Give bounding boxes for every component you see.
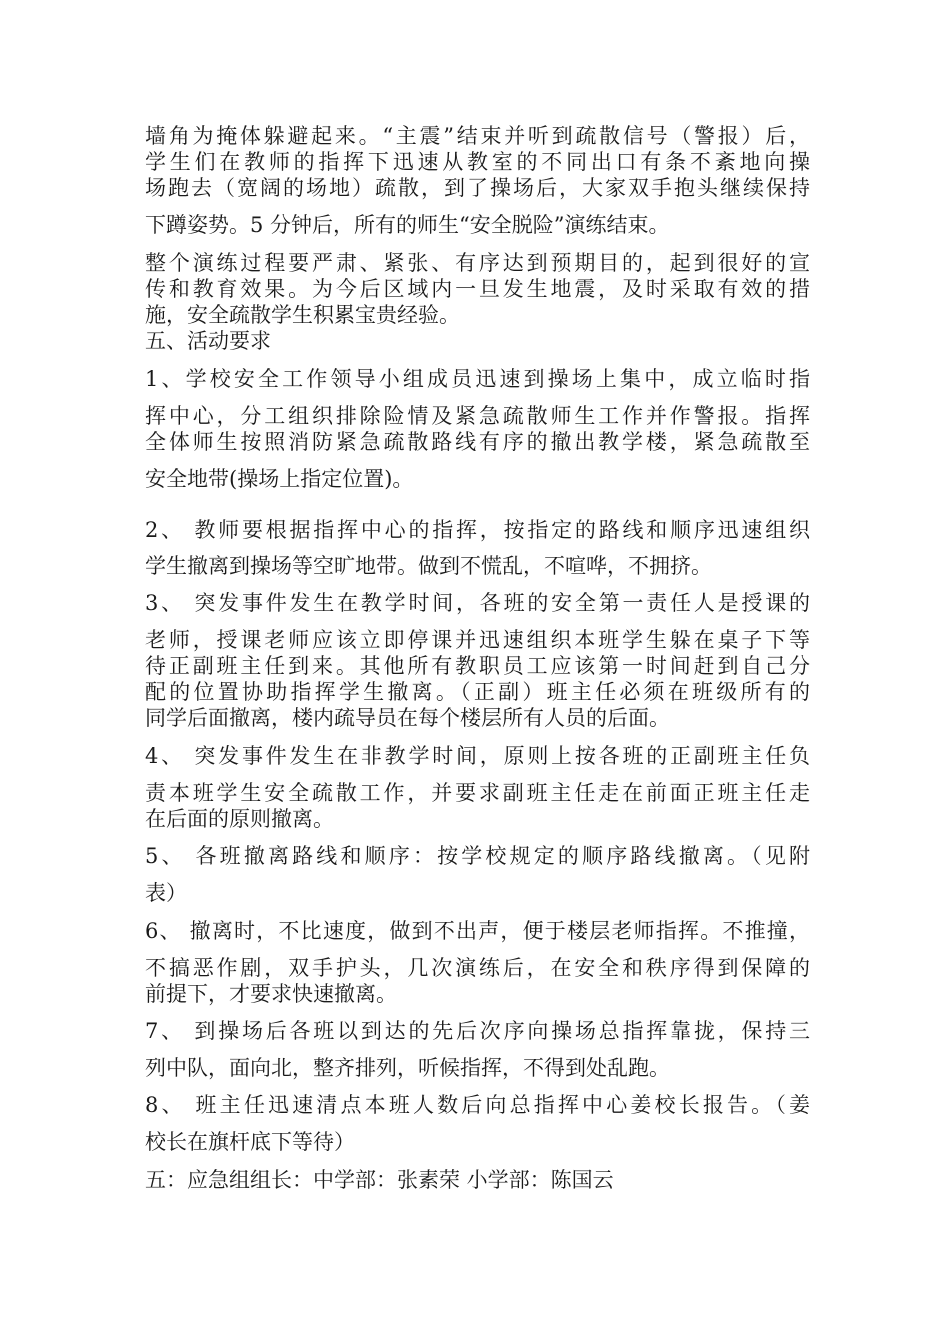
text-line: 8、 班主任迅速清点本班人数后向总指挥中心姜校长报告。（姜	[145, 1093, 810, 1117]
text-line: 五：应急组组长：中学部：张素荣 小学部：陈国云	[145, 1168, 614, 1192]
text-line: 老师，授课老师应该立即停课并迅速组织本班学生躲在桌子下等	[145, 628, 810, 652]
text-line: 挥中心，分工组织排除险情及紧急疏散师生工作并作警报。指挥	[145, 404, 810, 428]
text-line: 6、 撤离时，不比速度，做到不出声，便于楼层老师指挥。不推撞，	[145, 919, 810, 943]
text-line: 全体师生按照消防紧急疏散路线有序的撤出教学楼，紧急疏散至	[145, 430, 810, 454]
text-line: 2、 教师要根据指挥中心的指挥，按指定的路线和顺序迅速组织	[145, 518, 810, 542]
text-line: 学生们在教师的指挥下迅速从教室的不同出口有条不紊地向操	[145, 150, 810, 174]
text-line: 在后面的原则撤离。	[145, 807, 334, 831]
text-line: 同学后面撤离，楼内疏导员在每个楼层所有人员的后面。	[145, 706, 670, 730]
text-line: 责本班学生安全疏散工作，并要求副班主任走在前面正班主任走	[145, 781, 810, 805]
text-line: 安全地带(操场上指定位置)。	[145, 467, 414, 491]
section-heading: 五、活动要求	[145, 329, 271, 353]
text-line: 墙角为掩体躲避起来。“主震”结束并听到疏散信号（警报）后，	[145, 124, 810, 148]
text-line: 施，安全疏散学生积累宝贵经验。	[145, 303, 460, 327]
text-line: 7、 到操场后各班以到达的先后次序向操场总指挥靠拢，保持三	[145, 1019, 810, 1043]
text-line: 下蹲姿势。5 分钟后，所有的师生“安全脱险”演练结束。	[145, 213, 670, 237]
text-line: 配的位置协助指挥学生撤离。（正副）班主任必须在班级所有的	[145, 680, 810, 704]
text-line: 学生撤离到操场等空旷地带。做到不慌乱，不喧哗，不拥挤。	[145, 554, 712, 578]
text-line: 传和教育效果。为今后区域内一旦发生地震，及时采取有效的措	[145, 277, 810, 301]
text-line: 列中队，面向北，整齐排列，听候指挥，不得到处乱跑。	[145, 1056, 670, 1080]
text-line: 4、 突发事件发生在非教学时间，原则上按各班的正副班主任负	[145, 744, 810, 768]
text-line: 1、学校安全工作领导小组成员迅速到操场上集中，成立临时指	[145, 367, 810, 391]
text-line: 表）	[145, 881, 187, 905]
text-line: 场跑去（宽阔的场地）疏散，到了操场后，大家双手抱头继续保持	[145, 176, 810, 200]
text-line: 5、 各班撤离路线和顺序：按学校规定的顺序路线撤离。（见附	[145, 844, 810, 868]
text-line: 不搞恶作剧，双手护头，几次演练后，在安全和秩序得到保障的	[145, 956, 810, 980]
text-line: 前提下，才要求快速撤离。	[145, 982, 397, 1006]
text-line: 3、 突发事件发生在教学时间，各班的安全第一责任人是授课的	[145, 591, 810, 615]
text-line: 校长在旗杆底下等待）	[145, 1130, 355, 1154]
text-line: 待正副班主任到来。其他所有教职员工应该第一时间赶到自己分	[145, 654, 810, 678]
text-line: 整个演练过程要严肃、紧张、有序达到预期目的，起到很好的宣	[145, 251, 810, 275]
